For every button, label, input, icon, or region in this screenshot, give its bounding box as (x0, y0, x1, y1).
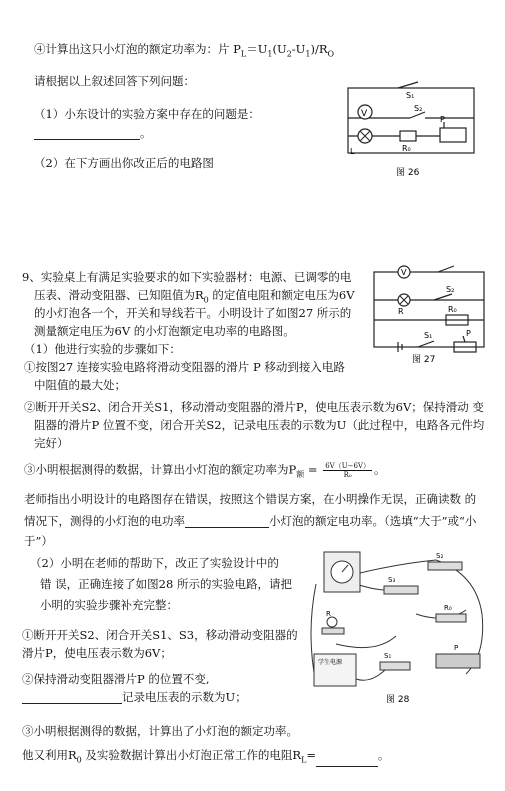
svg-text:R: R (398, 307, 404, 316)
q9-step2b: 阻器的滑片P 位置不变，闭合开关S2，记录电压表的示数为U（此过程中，电路各元件均 (34, 418, 485, 432)
q9-sub1: （1）他进行实验的步骤如下： (24, 342, 181, 356)
q9-step1b: 中阻值的最大处； (34, 378, 126, 392)
figure-27-caption: 图 27 (412, 355, 436, 365)
q9-b1a: ①断开开关S2、闭合开关S1、S3，移动滑动变阻器的 (22, 628, 298, 642)
svg-text:P: P (466, 329, 471, 338)
q9-step3: ③小明根据测得的数据，计算出小灯泡的额定功率为$P_额$ = $\frac{6V(U-6V)}{\text{R₀}}$ 。 (24, 462, 386, 479)
q9-line1: 9、实验桌上有满足实验要求的如下实验器材：电源、已调零的电 (22, 270, 352, 284)
svg-text:学生电源: 学生电源 (318, 659, 343, 666)
question-2: （2）在下方画出你改正后的电路图 (34, 156, 214, 170)
svg-text:S₂: S₂ (436, 552, 444, 560)
figure-27-circuit (368, 262, 488, 366)
svg-text:S₁: S₁ (424, 331, 433, 340)
q9-b1b: 滑片P，使电压表示数为6V； (22, 646, 172, 660)
q9-step2a: ②断开开关S2、闭合开关S1，移动滑动变阻器的滑片P，使电压表示数为6V；保持滑动 变 (24, 400, 484, 414)
q9-step1a: ①按图27 连接实验电路将滑动变阻器的滑片 P 移动到接入电路 (24, 360, 345, 374)
q9-line2: 压表、滑动变阻器、已知阻值为$R_0$ 的定值电阻和额定电压为6V (34, 288, 355, 305)
svg-text:S₁: S₁ (384, 652, 392, 660)
svg-text:R: R (326, 610, 331, 618)
svg-text:P: P (454, 644, 459, 652)
svg-text:V: V (401, 268, 407, 277)
step4-line: ④计算出这只小灯泡的额定功率为：片 $P_L=U_1(U_2-U_1)/R_O$ (34, 42, 335, 59)
intro-text: 请根据以上叙述回答下列问题： (34, 74, 195, 88)
q9-sub2a: （2）小明在老师的帮助下，改正了实验设计中的 (30, 556, 279, 570)
figure-26-circuit (340, 78, 482, 178)
svg-text:S₁: S₁ (406, 91, 415, 100)
fig26-voltmeter-label: V (361, 109, 368, 119)
power-formula-fraction: $\frac{6V(U-6V)}{\text{R₀}}$ (325, 462, 370, 479)
figure-28-apparatus (296, 544, 496, 712)
q9-b2a: ②保持滑动变阻器滑片P 的位置不变, (22, 672, 210, 686)
q9-sub2b: 错 误，正确连接了如图28 所示的实验电路，请把 (40, 577, 292, 591)
question-1: （1）小东设计的实验方案中存在的问题是： (34, 107, 260, 121)
q9-step2c: 完好） (34, 436, 69, 450)
teacher-line1: 老师指出小明设计的电路图存在错误，按照这个错误方案，在小明操作无误，正确读数 的 (24, 492, 477, 506)
svg-text:R₀: R₀ (402, 144, 411, 153)
q9-line4: 测量额定电压为6V 的小灯泡额定电功率的电路图。 (34, 324, 295, 338)
q9-line3: 的小灯泡各一个，开关和导线若干。小明设计了如图27 所示的 (34, 306, 352, 320)
figure-26-caption: 图 26 (396, 168, 420, 178)
teacher-line2: 情况下，测得的小灯泡的电功率 小灯泡的额定电功率。（选填“大于”或“小 (24, 514, 477, 528)
svg-text:R₀: R₀ (444, 604, 452, 612)
question-1-answer-line: 。 (34, 126, 152, 140)
q9-b2b: 记录电压表的示数为U； (22, 690, 247, 704)
q9-b3: ③小明根据测得的数据，计算出了小灯泡的额定功率。 (22, 724, 298, 738)
svg-text:S₂: S₂ (446, 285, 455, 294)
svg-text:L: L (350, 147, 355, 156)
svg-text:S₂: S₂ (414, 104, 423, 113)
teacher-line3: 于”） (24, 534, 53, 548)
svg-text:P: P (440, 115, 445, 124)
svg-text:R₀: R₀ (448, 305, 457, 314)
svg-text:S₃: S₃ (388, 576, 396, 584)
figure-28-caption: 图 28 (386, 695, 410, 705)
q9-last: 他又利用$R_0$ 及实验数据计算出小灯泡正常工作的电阻$R_L=$ 。 (22, 748, 390, 767)
q9-sub2c: 小明的实验步骤补充完整： (40, 598, 178, 612)
